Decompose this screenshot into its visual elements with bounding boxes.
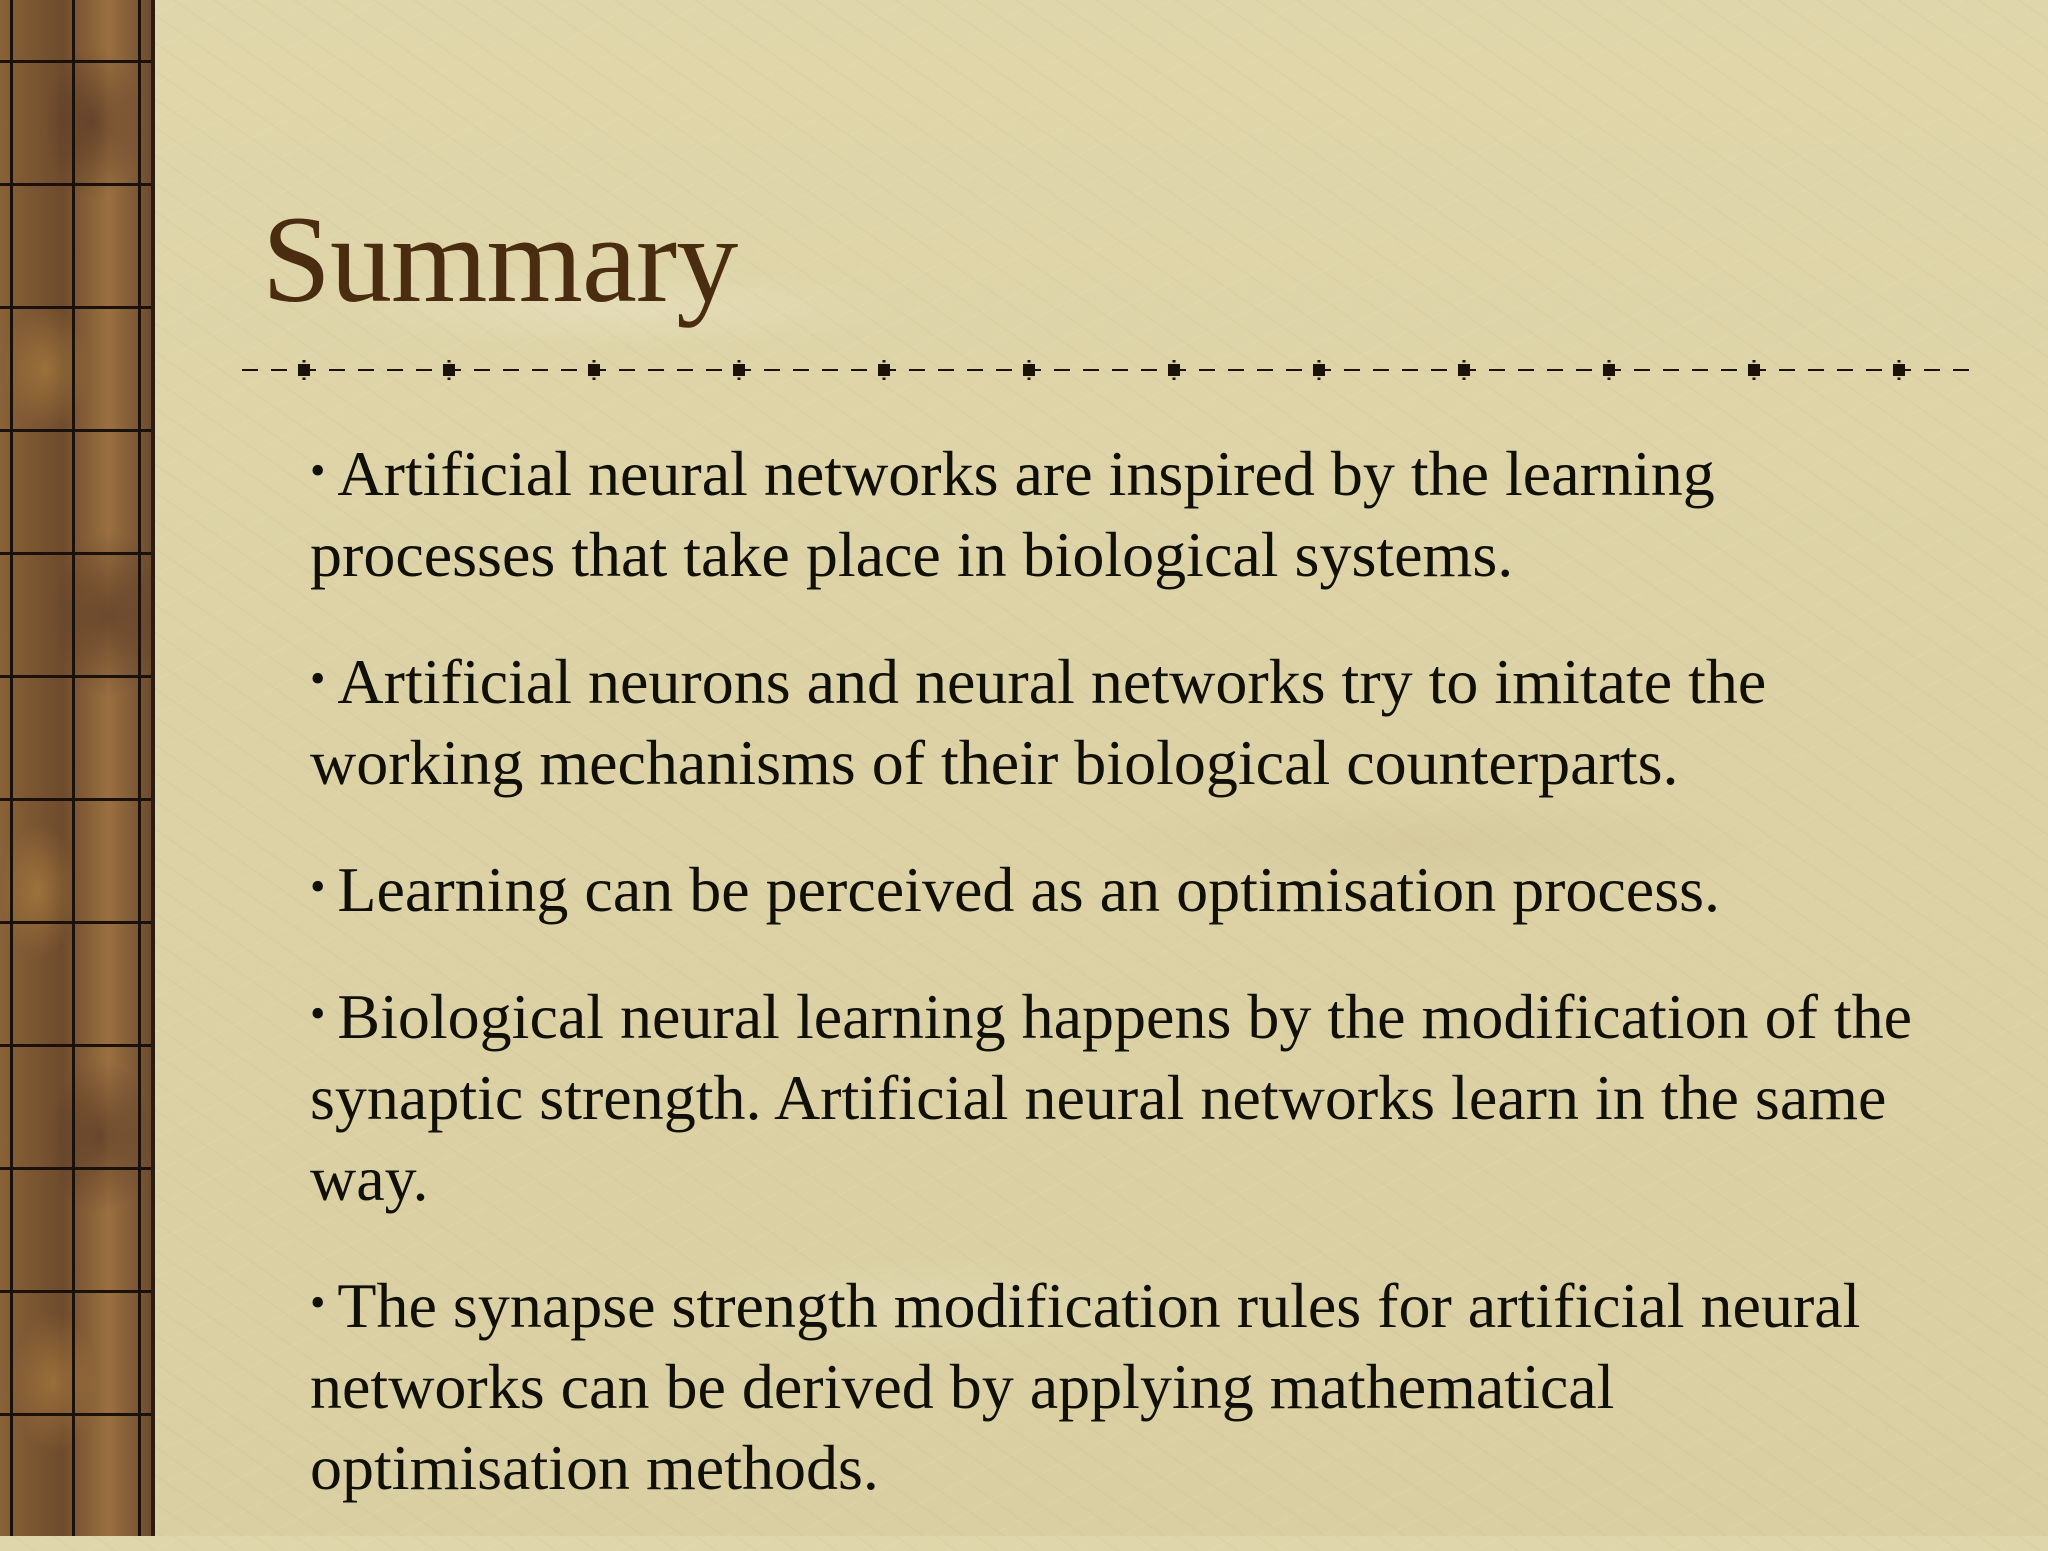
divider-marker-pip <box>593 378 596 381</box>
bullet-item <box>310 430 1930 595</box>
divider-marker-pip <box>1608 360 1611 363</box>
divider-marker-pip <box>1028 360 1031 363</box>
divider-marker <box>1168 364 1180 376</box>
divider-marker <box>1458 364 1470 376</box>
side-border-grid <box>0 0 155 1536</box>
divider-marker-pip <box>738 378 741 381</box>
divider-marker-pip <box>1318 360 1321 363</box>
bullet-dot-icon: • <box>310 862 326 911</box>
divider-marker-pip <box>1898 378 1901 381</box>
divider-marker-pip <box>738 360 741 363</box>
divider-marker <box>733 364 745 376</box>
divider-marker-pip <box>883 378 886 381</box>
slide-title: Summary <box>262 191 738 328</box>
bullet-text: Artificial neurons and neural networks try to imitate the working mechanisms of their biological counterparts. <box>310 646 1767 798</box>
bullet-text: Biological neural learning happens by the modification of the synaptic strength. Artificial neural networks learn in the same way. <box>310 981 1913 1214</box>
divider-marker <box>588 364 600 376</box>
divider-marker-pip <box>448 360 451 363</box>
divider-marker-pip <box>448 378 451 381</box>
bullet-text: Learning can be perceived as an optimisation process. <box>337 854 1720 925</box>
bullet-text: The synapse strength modification rules for artificial neural networks can be derived by applying mathematical optimisation methods. <box>310 1270 1861 1503</box>
bullet-item <box>310 973 1930 1219</box>
bullet-dot-icon: • <box>310 1278 326 1327</box>
divider-marker <box>878 364 890 376</box>
bullet-dot-icon: • <box>310 989 326 1038</box>
divider-marker <box>1748 364 1760 376</box>
bullet-item <box>310 1262 1930 1508</box>
divider-marker <box>443 364 455 376</box>
bullet-item <box>310 846 1930 930</box>
divider-marker-pip <box>1318 378 1321 381</box>
divider-marker <box>1893 364 1905 376</box>
decorative-side-border <box>0 0 155 1536</box>
divider-marker <box>298 364 310 376</box>
divider-marker-pip <box>593 360 596 363</box>
divider-marker-pip <box>1463 378 1466 381</box>
divider-marker <box>1313 364 1325 376</box>
divider-marker-pip <box>1028 378 1031 381</box>
bullet-list <box>310 430 1930 1551</box>
bullet-text: Artificial neural networks are inspired by the learning processes that take place in biological systems. <box>310 438 1715 590</box>
divider-marker-pip <box>883 360 886 363</box>
divider-marker-pip <box>1463 360 1466 363</box>
side-border-edge <box>151 0 155 1536</box>
bullet-item <box>310 638 1930 803</box>
divider-marker <box>1023 364 1035 376</box>
divider-marker-pip <box>1753 360 1756 363</box>
title-divider <box>240 360 1980 380</box>
bullet-dot-icon: • <box>310 446 326 495</box>
divider-marker-pip <box>1173 360 1176 363</box>
divider-marker <box>1603 364 1615 376</box>
divider-marker-pip <box>303 378 306 381</box>
divider-marker-pip <box>1753 378 1756 381</box>
divider-marker-pip <box>1608 378 1611 381</box>
bullet-dot-icon: • <box>310 654 326 703</box>
divider-marker-pip <box>1898 360 1901 363</box>
divider-marker-pip <box>303 360 306 363</box>
divider-marker-pip <box>1173 378 1176 381</box>
